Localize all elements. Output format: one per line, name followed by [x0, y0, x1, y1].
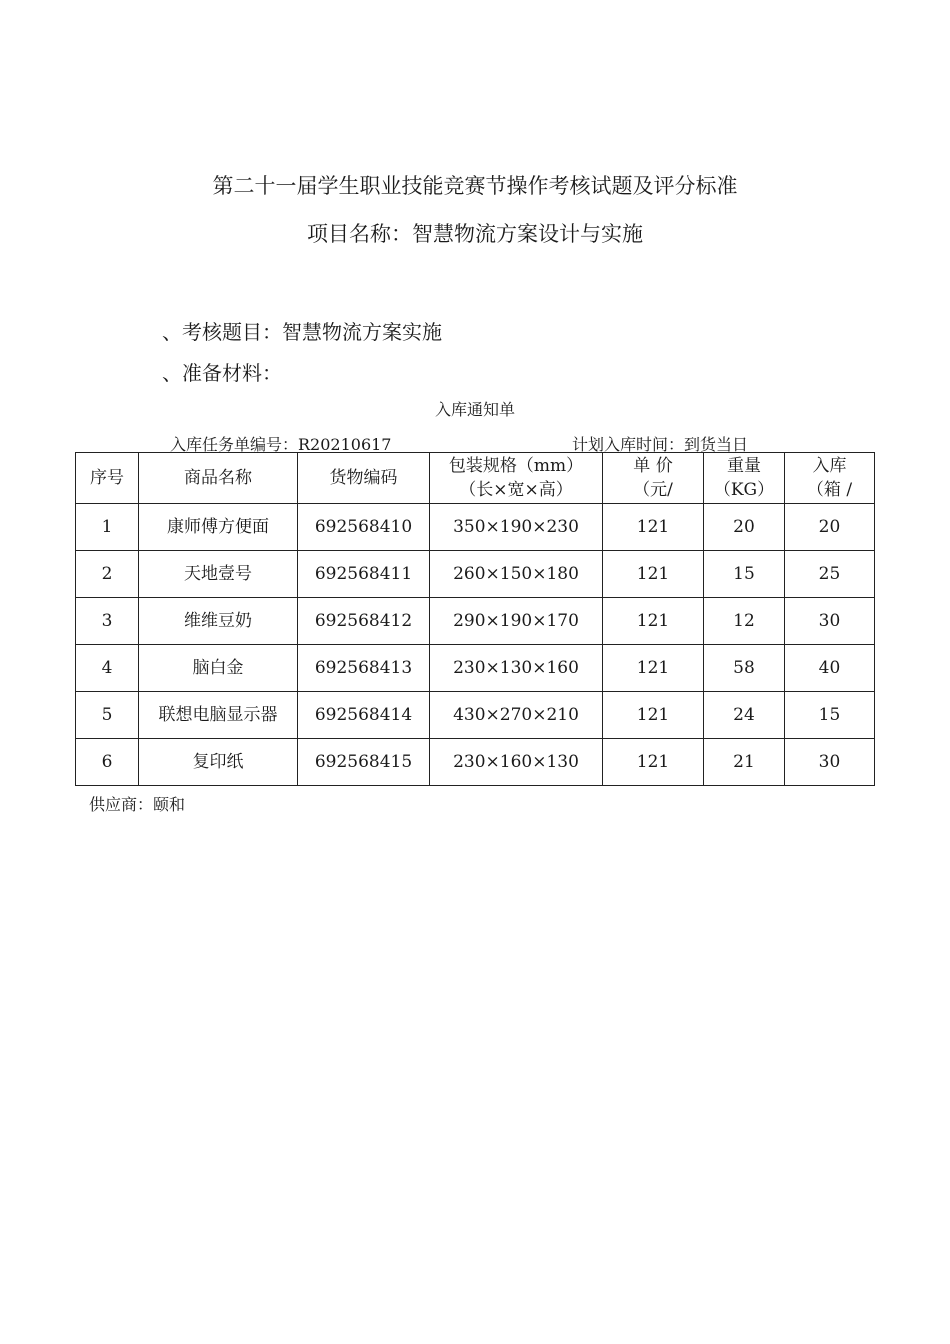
materials-heading: 、准备材料：: [162, 361, 282, 385]
cell-price: 121: [603, 598, 704, 645]
cell-price: 121: [603, 692, 704, 739]
cell-spec: 290×190×170: [430, 598, 603, 645]
header-code: 货物编码: [298, 453, 430, 504]
table-row: [76, 598, 875, 645]
header-price-line1: 单 价: [633, 456, 673, 476]
cell-name: 复印纸: [139, 739, 298, 786]
cell-spec: 260×150×180: [430, 551, 603, 598]
table-row: [76, 739, 875, 786]
cell-price: 121: [603, 645, 704, 692]
plan-time: 计划入库时间：到货当日: [572, 435, 749, 454]
table-row: [76, 692, 875, 739]
cell-weight: 15: [704, 551, 785, 598]
header-seq: 序号: [76, 453, 139, 504]
cell-weight: 21: [704, 739, 785, 786]
cell-code: 692568412: [298, 598, 430, 645]
exam-topic: 、考核题目：智慧物流方案实施: [162, 320, 442, 344]
header-price: [603, 453, 704, 504]
notice-title: 入库通知单: [434, 400, 515, 419]
header-spec-line2: （长×宽×高）: [459, 480, 573, 500]
table-row: [76, 645, 875, 692]
header-qty: [785, 453, 875, 504]
cell-code: 692568411: [298, 551, 430, 598]
cell-seq: 1: [76, 504, 139, 551]
cell-price: 121: [603, 551, 704, 598]
header-spec: [430, 453, 603, 504]
cell-qty: 25: [785, 551, 875, 598]
cell-seq: 2: [76, 551, 139, 598]
table-header-row: [76, 453, 875, 504]
cell-weight: 20: [704, 504, 785, 551]
page-title: 第二十一届学生职业技能竞赛节操作考核试题及评分标准: [212, 174, 738, 198]
table-row: [76, 551, 875, 598]
header-qty-line1: 入库: [812, 456, 847, 476]
cell-weight: 58: [704, 645, 785, 692]
header-name: 商品名称: [139, 453, 298, 504]
header-weight-line2: （KG）: [713, 480, 775, 500]
cell-name: 脑白金: [139, 645, 298, 692]
cell-weight: 24: [704, 692, 785, 739]
cell-code: 692568415: [298, 739, 430, 786]
cell-price: 121: [603, 739, 704, 786]
cell-code: 692568413: [298, 645, 430, 692]
cell-weight: 12: [704, 598, 785, 645]
cell-qty: 30: [785, 598, 875, 645]
header-qty-line2: （箱 /: [806, 480, 853, 500]
header-weight-line1: 重量: [727, 456, 761, 476]
cell-qty: 20: [785, 504, 875, 551]
cell-code: 692568410: [298, 504, 430, 551]
inbound-notice-table: [75, 452, 875, 786]
header-price-line2: （元/: [633, 480, 673, 500]
cell-name: 联想电脑显示器: [139, 692, 298, 739]
header-weight: [704, 453, 785, 504]
cell-qty: 40: [785, 645, 875, 692]
cell-qty: 15: [785, 692, 875, 739]
cell-spec: 230×130×160: [430, 645, 603, 692]
task-number: 入库任务单编号：R20210617: [170, 435, 392, 454]
table-row: [76, 504, 875, 551]
cell-seq: 3: [76, 598, 139, 645]
cell-name: 康师傅方便面: [139, 504, 298, 551]
header-spec-line1: 包装规格（mm）: [448, 456, 584, 476]
cell-price: 121: [603, 504, 704, 551]
cell-qty: 30: [785, 739, 875, 786]
cell-name: 维维豆奶: [139, 598, 298, 645]
project-name: 项目名称：智慧物流方案设计与实施: [307, 222, 643, 246]
cell-spec: 350×190×230: [430, 504, 603, 551]
cell-seq: 4: [76, 645, 139, 692]
cell-seq: 6: [76, 739, 139, 786]
cell-spec: 430×270×210: [430, 692, 603, 739]
supplier: 供应商：颐和: [89, 795, 186, 814]
cell-seq: 5: [76, 692, 139, 739]
cell-code: 692568414: [298, 692, 430, 739]
cell-spec: 230×160×130: [430, 739, 603, 786]
cell-name: 天地壹号: [139, 551, 298, 598]
